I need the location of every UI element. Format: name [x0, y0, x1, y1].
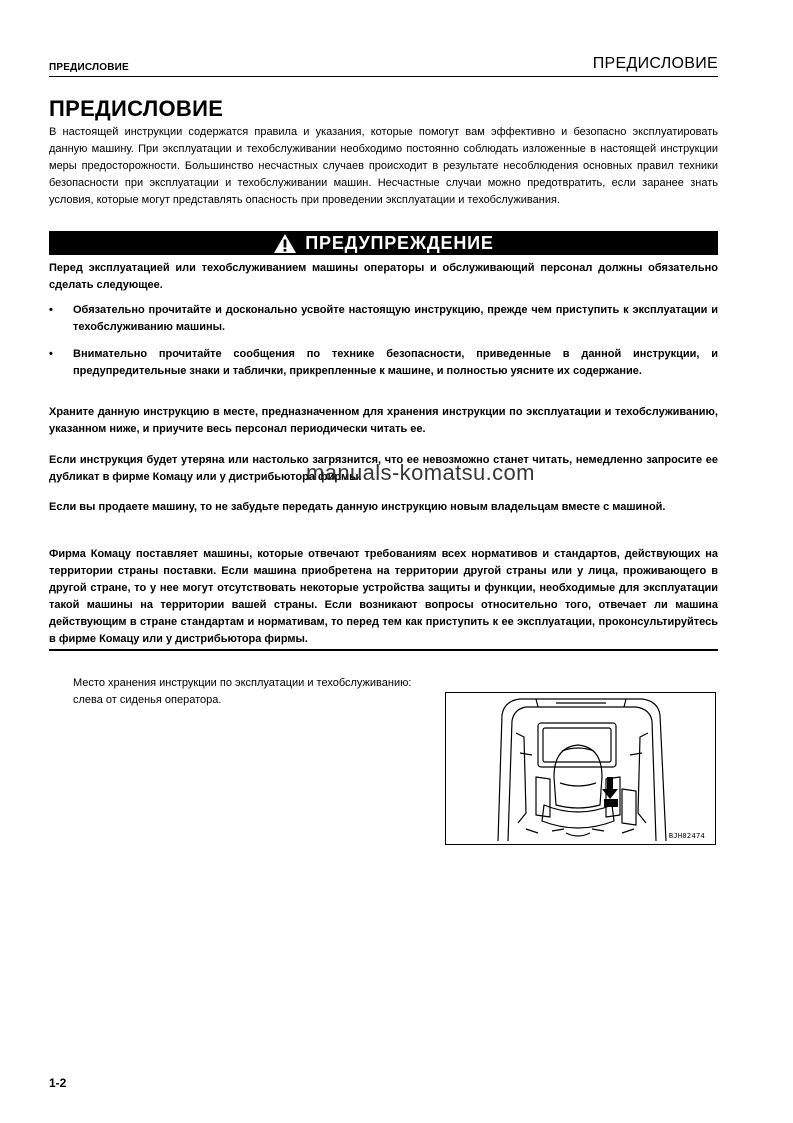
warning-end-divider [49, 649, 718, 651]
cab-illustration [445, 692, 716, 845]
warning-bullet-2 [49, 346, 718, 380]
header-divider [49, 76, 718, 77]
figure-label: BJH02474 [668, 832, 705, 840]
warning-lead: Перед эксплуатацией или техобслуживанием машины операторы и обслуживающий персонал должны обязательно сделать следующее. [49, 262, 718, 291]
warning-paragraph-duplicate: Если инструкция будет утеряна или настолько загрязнится, что ее невозможно станет читать, немедленно запросите ее дубликат в фирме Комацу или у дистрибьютора фирмы. [49, 454, 718, 483]
page-title: ПРЕДИСЛОВИЕ [49, 96, 224, 121]
warning-bullet-1 [49, 302, 718, 336]
warning-bullet-text: Обязательно прочитайте и досконально усвойте настоящую инструкцию, прежде чем приступить к эксплуатации и техобслуживанию машины. [73, 304, 718, 333]
bullet-marker: • [49, 304, 53, 316]
warning-paragraph-standards: Фирма Комацу поставляет машины, которые отвечают требованиям всех нормативов и стандартов, действующих на территории страны поставки. Если машина приобретена на территории другой страны или у лица, проживающего в другой стране, то у нее могут отсутствовать некоторые устройства защиты и функции, необходимые для эксплуатации такой машины на территории вашей страны. Если возникают вопросы относительно того, отвечает ли машина действующим в стране стандартам и нормативам, то перед тем как приступить к ее эксплуатации, проконсультируйтесь в фирме Комацу или у дистрибьютора фирмы. [49, 548, 718, 645]
warning-banner [49, 231, 718, 255]
header-section-left: ПРЕДИСЛОВИЕ [49, 62, 129, 73]
watermark: manuals-komatsu.com [306, 460, 535, 485]
header-section-right: ПРЕДИСЛОВИЕ [592, 55, 718, 72]
warning-paragraph-sale: Если вы продаете машину, то не забудьте передать данную инструкцию новым владельцам вместе с машиной. [49, 501, 666, 513]
warning-title: ПРЕДУПРЕЖДЕНИЕ [305, 232, 494, 253]
figure-caption: Место хранения инструкции по эксплуатации и техобслуживанию: слева от сиденья оператора. [73, 677, 412, 706]
warning-triangle-icon [273, 233, 297, 254]
bullet-marker: • [49, 348, 53, 360]
page-number: 1-2 [49, 1076, 67, 1090]
warning-bullet-text: Внимательно прочитайте сообщения по технике безопасности, приведенные в данной инструкции, и предупредительные знаки и таблички, прикрепленные к машине, и полностью уясните их содержание. [73, 348, 718, 377]
intro-paragraph: В настоящей инструкции содержатся правила и указания, которые помогут вам эффективно и безопасно эксплуатировать данную машину. При эксплуатации и техобслуживании необходимо постоянно соблюдать изложенные в настоящей инструкции меры предосторожности. Большинство несчастных случаев происходит в результате несоблюдения основных правил техники безопасности при эксплуатации и техобслуживании машин. Несчастные случаи можно предотвратить, если заранее знать условия, которые могут представлять опасность при проведении эксплуатации и техобслуживания. [49, 126, 718, 206]
operator-cab-drawing [446, 693, 715, 844]
warning-paragraph-storage: Храните данную инструкцию в месте, предназначенном для хранения инструкции по эксплуатации и техобслуживанию, указанном ниже, и приучите весь персонал периодически читать ее. [49, 406, 718, 435]
